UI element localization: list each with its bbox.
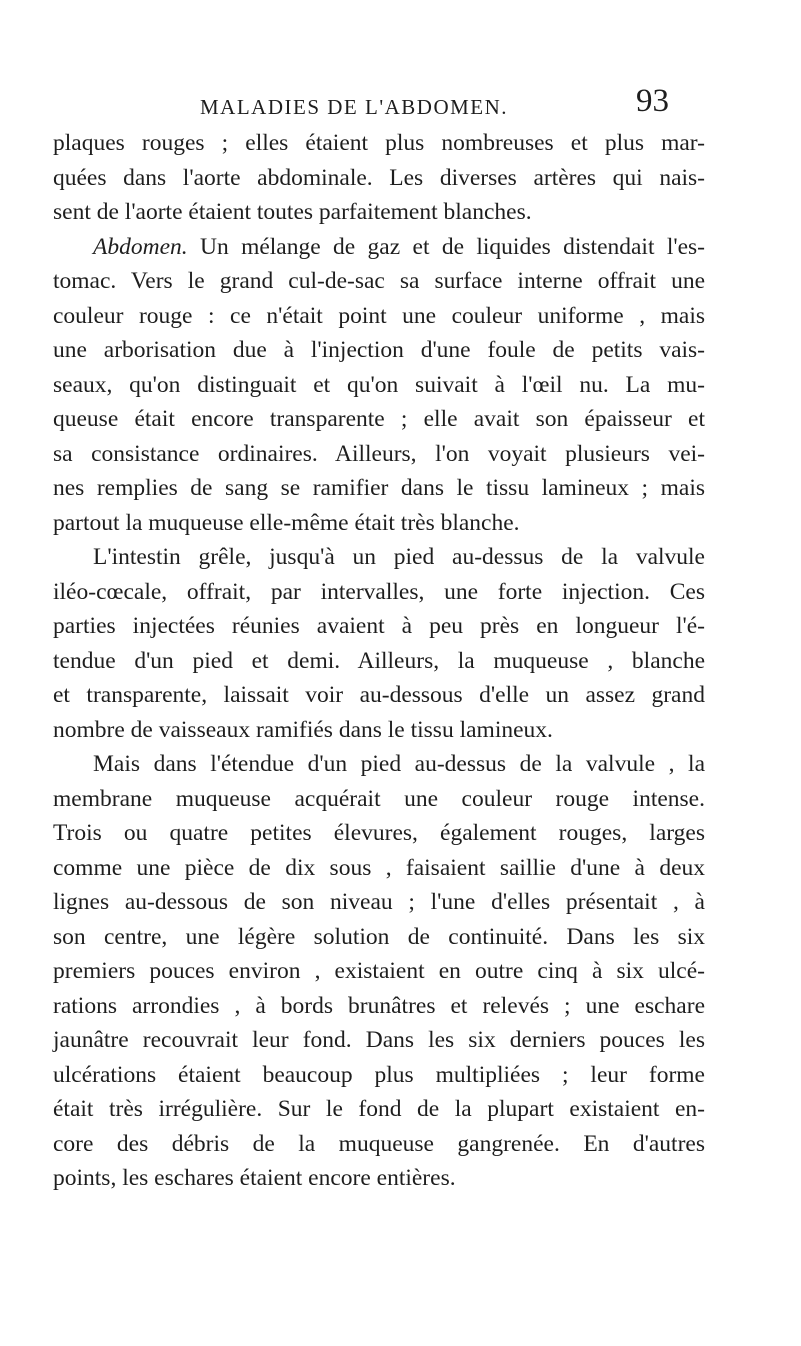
text-line: tomac. Vers le grand cul-de-sac sa surface interne offrait une xyxy=(53,268,705,294)
text-line: était très irrégulière. Sur le fond de la plupart existaient en- xyxy=(53,1096,705,1122)
text-line: partout la muqueuse elle-même était très blanche. xyxy=(53,509,520,536)
text-line: couleur rouge : ce n'était point une couleur uniforme , mais xyxy=(53,302,705,329)
text-line: nombre de vaisseaux ramifiés dans le tissu lamineux. xyxy=(53,716,553,743)
text-line: Mais dans l'étendue d'un pied au-dessus de la valvule , la xyxy=(93,751,705,777)
text-line: et transparente, laissait voir au-dessous d'elle un assez grand xyxy=(53,682,705,708)
text-line: nes remplies de sang se ramifier dans le tissu lamineux ; mais xyxy=(53,475,705,501)
text-line: ulcérations étaient beaucoup plus multipliées ; leur forme xyxy=(53,1061,705,1088)
section-lead-word: Abdomen. xyxy=(93,233,188,260)
text-line: tendue d'un pied et demi. Ailleurs, la muqueuse , blanche xyxy=(53,647,705,674)
text-line: lignes au-dessous de son niveau ; l'une d'elles présentait , à xyxy=(53,889,705,915)
text-line: comme une pièce de dix sous , faisaient saillie d'une à deux xyxy=(53,854,705,881)
text-line: rations arrondies , à bords brunâtres et relevés ; une eschare xyxy=(53,992,705,1019)
page-number: 93 xyxy=(636,83,669,119)
text-line: queuse était encore transparente ; elle avait son épaisseur et xyxy=(53,406,705,432)
text-line: core des débris de la muqueuse gangrenée. En d'autres xyxy=(53,1130,705,1157)
text-line: iléo-cœcale, offrait, par intervalles, une forte injection. Ces xyxy=(53,578,705,605)
body-text xyxy=(53,126,705,1196)
text-line: membrane muqueuse acquérait une couleur rouge intense. xyxy=(53,785,705,812)
text-line: une arborisation due à l'injection d'une foule de petits vais- xyxy=(53,337,705,363)
text-line: Trois ou quatre petites élevures, également rouges, larges xyxy=(53,820,705,846)
text-line: parties injectées réunies avaient à peu près en longueur l'é- xyxy=(53,613,705,639)
text-line: sent de l'aorte étaient toutes parfaitement blanches. xyxy=(53,199,532,225)
text-line: seaux, qu'on distinguait et qu'on suivait à l'œil nu. La mu- xyxy=(53,371,705,398)
text-line: sa consistance ordinaires. Ailleurs, l'on voyait plusieurs vei- xyxy=(53,440,705,467)
text-line: son centre, une légère solution de continuité. Dans les six xyxy=(53,923,705,950)
text-line-continuation: Un mélange de gaz et de liquides distendait l'es- xyxy=(200,233,706,260)
paragraph-abdomen-first-line xyxy=(53,230,705,265)
text-line: L'intestin grêle, jusqu'à un pied au-dessus de la valvule xyxy=(93,544,705,570)
text-line: plaques rouges ; elles étaient plus nombreuses et plus mar- xyxy=(53,130,705,156)
running-head: MALADIES DE L'ABDOMEN. xyxy=(200,95,509,119)
text-line: quées dans l'aorte abdominale. Les diverses artères qui nais- xyxy=(53,164,705,191)
text-line: premiers pouces environ , existaient en outre cinq à six ulcé- xyxy=(53,958,705,984)
text-line: jaunâtre recouvrait leur fond. Dans les six derniers pouces les xyxy=(53,1027,705,1053)
text-line: points, les eschares étaient encore entières. xyxy=(53,1165,456,1191)
